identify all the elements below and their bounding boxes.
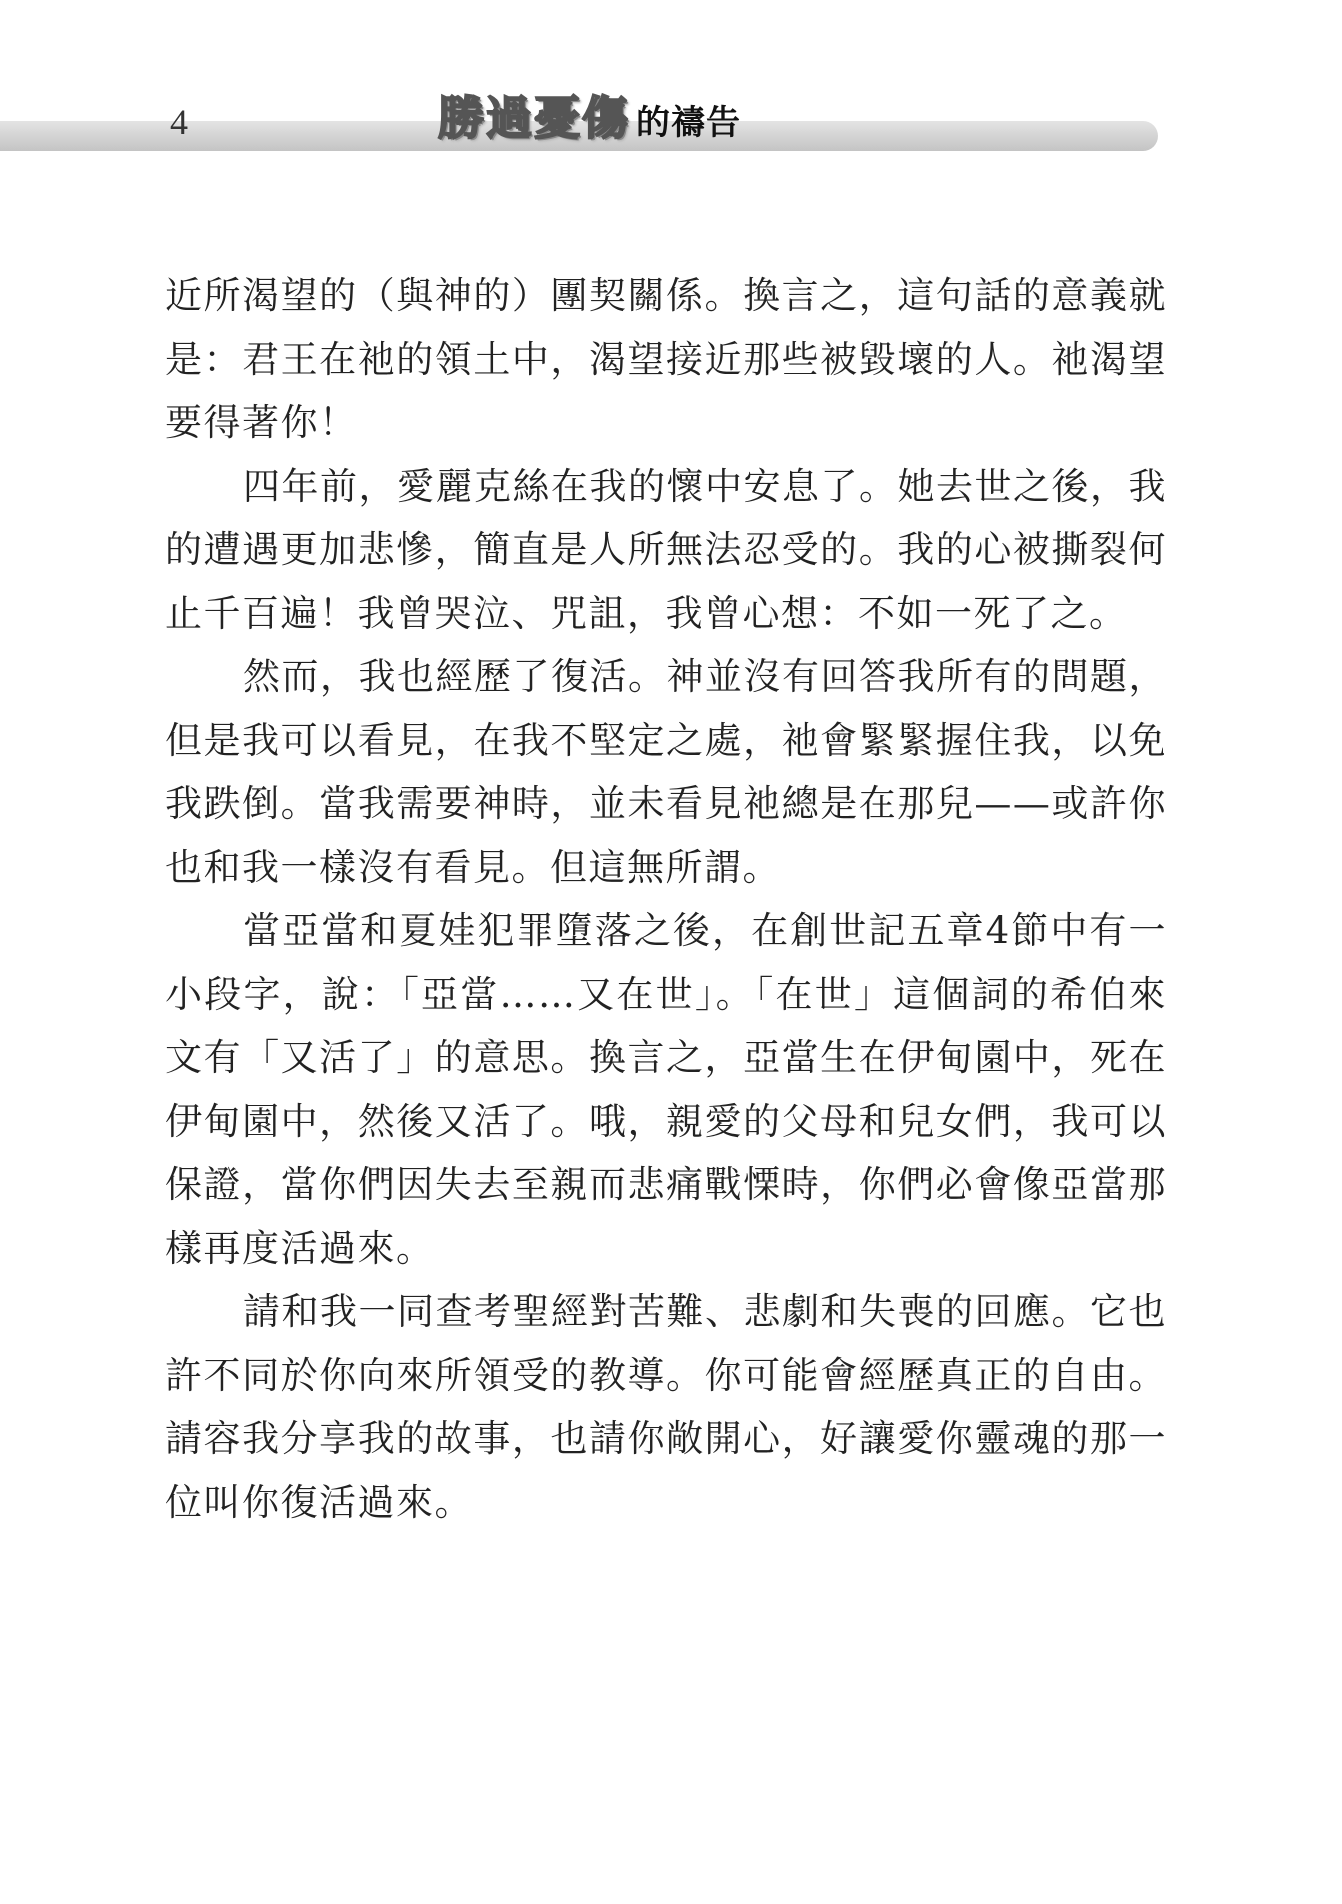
page-number: 4 xyxy=(170,102,188,142)
running-title xyxy=(438,88,741,159)
book-subtitle: 的禱告 xyxy=(636,103,741,143)
body-text xyxy=(165,264,1167,1534)
paragraph-continued: 近所渴望的（與神的）團契關係。換言之，這句話的意義就是：君王在祂的領土中，渴望接近那些被毀壞的人。祂渴望要得著你！ xyxy=(165,274,1167,444)
paragraph: 當亞當和夏娃犯罪墮落之後，在創世記五章4節中有一小段字，說：「亞當……又在世」。「在世」這個詞的希伯來文有「又活了」的意思。換言之，亞當生在伊甸園中，死在伊甸園中，然後又活了。哦，親愛的父母和兒女們，我可以保證，當你們因失去至親而悲痛戰慄時，你們必會像亞當那樣再度活過來。 xyxy=(165,909,1167,1270)
paragraph: 然而，我也經歷了復活。神並沒有回答我所有的問題，但是我可以看見，在我不堅定之處，祂會緊緊握住我，以免我跌倒。當我需要神時，並未看見祂總是在那兒——或許你也和我一樣沒有看見。但這無所謂。 xyxy=(165,655,1167,889)
book-title: 勝過憂傷 xyxy=(438,91,630,145)
paragraph: 四年前，愛麗克絲在我的懷中安息了。她去世之後，我的遭遇更加悲慘，簡直是人所無法忍受的。我的心被撕裂何止千百遍！我曾哭泣、咒詛，我曾心想：不如一死了之。 xyxy=(165,464,1167,635)
paragraph: 請和我一同查考聖經對苦難、悲劇和失喪的回應。它也許不同於你向來所領受的教導。你可能會經歷真正的自由。請容我分享我的故事，也請你敞開心，好讓愛你靈魂的那一位叫你復活過來。 xyxy=(165,1290,1167,1524)
